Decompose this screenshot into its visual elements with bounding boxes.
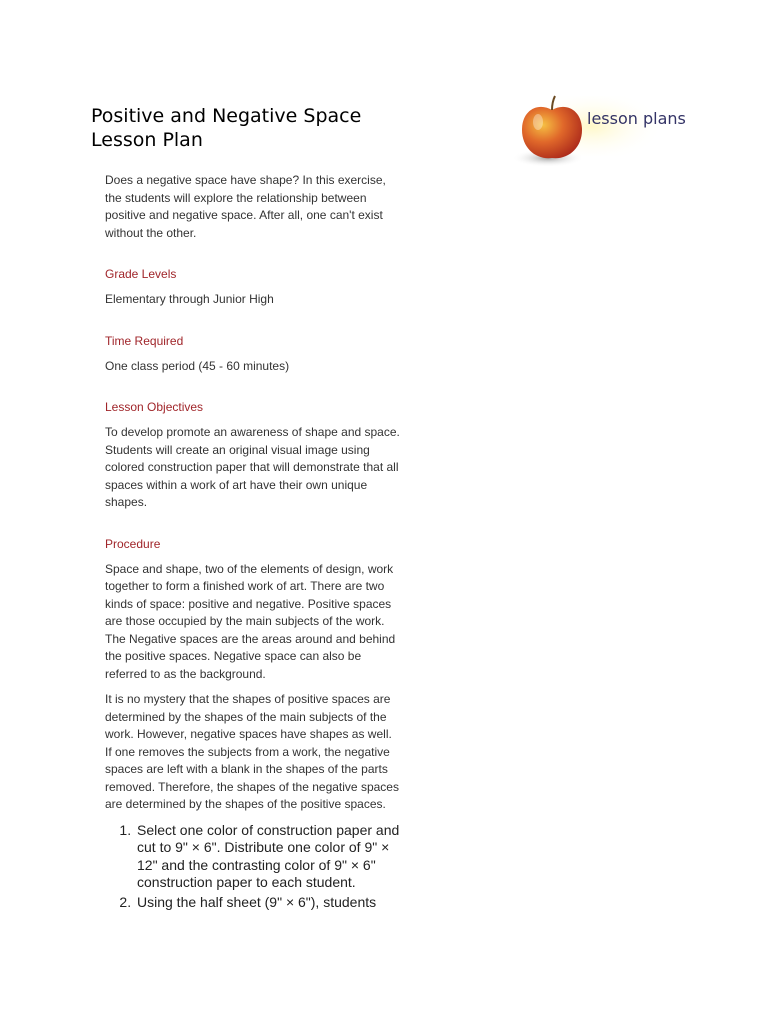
grade-levels-text: Elementary through Junior High [105, 292, 274, 306]
procedure-paragraph-1: Space and shape, two of the elements of design, work together to form a finished work of art. There are two kinds of space: positive and negative. Positive spaces are those occupied by the main subjects of the work. The Negative spaces are the areas around and behind the positive spaces. Negative space can also be referred to as the background. [105, 561, 396, 681]
page-title-line-1: Positive and Negative Space [91, 105, 362, 127]
section-heading-grade-levels: Grade Levels [105, 267, 177, 281]
procedure-step-2: 2. Using the half sheet (9" × 6"), students [135, 894, 413, 912]
procedure-paragraph-2: It is no mystery that the shapes of positive spaces are determined by the shapes of the main subjects of the work. However, negative spaces have shapes as well. If one removes the subjects from a work, the negative spaces are left with a blank in the shapes of the parts removed. Therefore, the shapes of the negative spaces are determined by the shapes of the positive spaces. [105, 692, 399, 811]
lesson-plans-badge [508, 92, 708, 172]
apple-icon [508, 92, 708, 172]
section-heading-procedure: Procedure [105, 536, 161, 551]
intro-paragraph: Does a negative space have shape? In this exercise, the students will explore the relationship between positive and negative space. After all, one can't exist without the other. [105, 173, 386, 240]
lesson-plans-label: lesson plans [587, 109, 686, 128]
section-heading-time-required: Time Required [105, 333, 184, 348]
procedure-step-1: 1. Select one color of construction paper and cut to 9" × 6". Distribute one color of 9" × 12" and the contrasting color of 9" × 6" construction paper to each student. [135, 822, 413, 892]
page-title [91, 104, 421, 152]
time-required-text: One class period (45 - 60 minutes) [105, 358, 290, 373]
section-heading-lesson-objectives: Lesson Objectives [105, 400, 204, 414]
lesson-content [105, 172, 400, 913]
lesson-objectives-text: To develop promote an awareness of shape and space. Students will create an original visual image using colored construction paper that will demonstrate that all spaces within a work of art have their own unique shapes. [105, 425, 400, 509]
page-title-line-2: Lesson Plan [91, 129, 203, 151]
procedure-steps-list [105, 822, 413, 912]
